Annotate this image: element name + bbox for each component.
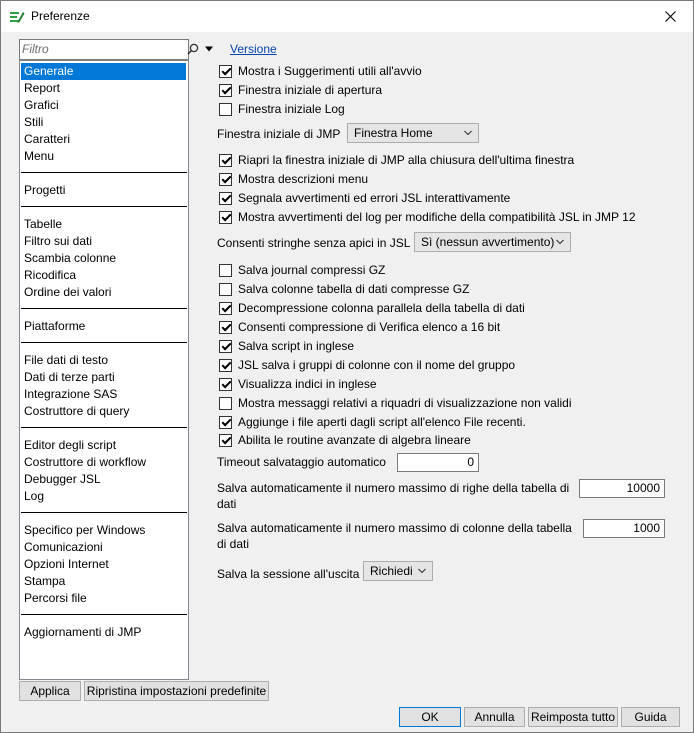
nav-item-integrazione-sas[interactable]: Integrazione SAS	[24, 387, 118, 401]
dropdown-value: Richiedi	[370, 564, 413, 578]
nav-item-stili[interactable]: Stili	[24, 115, 44, 129]
checkbox-label: Salva journal compressi GZ	[238, 263, 386, 277]
checkbox-row[interactable]	[219, 63, 422, 79]
checkbox-row[interactable]	[219, 190, 510, 206]
initial-open-window-checkbox[interactable]	[219, 84, 232, 97]
checkbox-label: Salva script in inglese	[238, 339, 355, 353]
nav-separator	[21, 427, 187, 428]
dropdown-value: Sì (nessun avvertimento)	[421, 235, 555, 249]
help-button[interactable]: Guida	[621, 707, 680, 727]
checkbox-row[interactable]	[219, 414, 526, 430]
apply-button[interactable]: Applica	[19, 681, 81, 701]
checkbox-row[interactable]	[219, 101, 345, 117]
checkbox-label: Finestra iniziale di apertura	[238, 83, 383, 97]
close-icon	[665, 11, 676, 22]
invalid-display-box-messages-checkbox[interactable]	[219, 397, 232, 410]
dropdown-value: Finestra Home	[354, 126, 433, 140]
english-index-checkbox[interactable]	[219, 378, 232, 391]
save-session-dropdown[interactable]	[363, 561, 433, 581]
checkbox-label: Mostra i Suggerimenti utili all'avvio	[238, 64, 422, 78]
nav-separator	[21, 614, 187, 615]
chevron-down-icon	[464, 130, 472, 136]
filter-box	[19, 39, 189, 60]
nav-item-tabelle[interactable]: Tabelle	[24, 217, 63, 231]
checkbox-row[interactable]	[219, 357, 515, 373]
nav-item-comunicazioni[interactable]: Comunicazioni	[24, 540, 103, 554]
nav-item-ordine-dei-valori[interactable]: Ordine dei valori	[24, 285, 112, 299]
nav-separator	[21, 342, 187, 343]
autosave-cols-label-continued: di dati	[217, 537, 250, 551]
checkbox-row[interactable]	[219, 262, 385, 278]
nav-item-percorsi-file[interactable]: Percorsi file	[24, 591, 87, 605]
nav-item-report[interactable]: Report	[24, 81, 61, 95]
checkbox-row[interactable]	[219, 319, 500, 335]
cancel-button[interactable]: Annulla	[464, 707, 525, 727]
nav-item-specifico-per-windows[interactable]: Specifico per Windows	[24, 523, 146, 537]
nav-item-ricodifica[interactable]: Ricodifica	[24, 268, 77, 282]
checkbox-row[interactable]	[219, 82, 382, 98]
checkbox-label: Salva colonne tabella di dati compresse GZ	[238, 282, 470, 296]
nav-item-log[interactable]: Log	[24, 489, 45, 503]
nav-item-debugger-jsl[interactable]: Debugger JSL	[24, 472, 101, 486]
jmp-app-icon	[9, 9, 25, 25]
nav-item-grafici[interactable]: Grafici	[24, 98, 59, 112]
checkbox-label: Consenti compressione di Verifica elenco a 16 bit	[238, 320, 501, 334]
menu-tips-checkbox[interactable]	[219, 173, 232, 186]
nav-separator	[21, 206, 187, 207]
checkbox-label: Mostra descrizioni menu	[238, 172, 369, 186]
filter-dropdown-icon[interactable]	[204, 45, 214, 53]
checkbox-label: Visualizza indici in inglese	[238, 377, 377, 391]
checkbox-label: Riapri la finestra iniziale di JMP alla chiusura dell'ultima finestra	[238, 153, 575, 167]
title-bar	[1, 1, 693, 32]
ok-button[interactable]: OK	[399, 707, 461, 727]
nav-item-menu[interactable]: Menu	[24, 149, 55, 163]
checkbox-label: Decompressione colonna parallela della tabella di dati	[238, 301, 525, 315]
restore-defaults-button[interactable]: Ripristina impostazioni predefinite	[84, 681, 269, 701]
checkbox-row[interactable]	[219, 209, 636, 225]
nav-separator	[21, 308, 187, 309]
reopen-initial-window-checkbox[interactable]	[219, 154, 232, 167]
reset-all-button[interactable]: Reimposta tutto	[528, 707, 618, 727]
list-check-compression-checkbox[interactable]	[219, 321, 232, 334]
checkbox-row[interactable]	[219, 281, 469, 297]
search-icon[interactable]	[187, 43, 199, 55]
window-title: Preferenze	[31, 9, 90, 23]
checkbox-label: Aggiunge i file aperti dagli script all'elenco File recenti.	[238, 415, 526, 429]
checkbox-label: Segnala avvertimenti ed errori JSL interattivamente	[238, 191, 511, 205]
unquoted-strings-dropdown[interactable]	[414, 232, 571, 252]
jsl-column-groups-checkbox[interactable]	[219, 359, 232, 372]
checkbox-label: Abilita le routine avanzate di algebra lineare	[238, 433, 471, 447]
nav-item-file-dati-di-testo[interactable]: File dati di testo	[24, 353, 109, 367]
preferences-category-list	[19, 60, 189, 680]
nav-separator	[21, 512, 187, 513]
initial-window-label: Finestra iniziale di JMP	[217, 127, 341, 141]
checkbox-row[interactable]	[219, 300, 525, 316]
autosave-cols-input[interactable]: 1000	[583, 519, 665, 538]
jsl-warnings-checkbox[interactable]	[219, 192, 232, 205]
tips-at-startup-checkbox[interactable]	[219, 65, 232, 78]
checkbox-row[interactable]	[219, 376, 377, 392]
autosave-timeout-input[interactable]: 0	[397, 453, 479, 472]
checkbox-row[interactable]	[219, 171, 368, 187]
advanced-linear-algebra-checkbox[interactable]	[219, 434, 232, 447]
nav-item-scambia-colonne[interactable]: Scambia colonne	[24, 251, 117, 265]
chevron-down-icon	[418, 568, 426, 574]
initial-window-dropdown[interactable]	[347, 123, 479, 143]
autosave-rows-label-continued: dati	[217, 497, 237, 511]
nav-item-costruttore-di-workflow[interactable]: Costruttore di workflow	[24, 455, 147, 469]
autosave-timeout-label: Timeout salvataggio automatico	[217, 455, 386, 469]
checkbox-row[interactable]	[219, 395, 572, 411]
checkbox-row[interactable]	[219, 432, 471, 448]
nav-item-caratteri[interactable]: Caratteri	[24, 132, 71, 146]
nav-item-stampa[interactable]: Stampa	[24, 574, 66, 588]
recent-files-checkbox[interactable]	[219, 416, 232, 429]
nav-item-dati-di-terze-parti[interactable]: Dati di terze parti	[24, 370, 115, 384]
initial-log-window-checkbox[interactable]	[219, 103, 232, 116]
version-link[interactable]: Versione	[230, 42, 277, 56]
filter-input[interactable]	[22, 41, 167, 57]
checkbox-label: Mostra messaggi relativi a riquadri di visualizzazione non validi	[238, 396, 572, 410]
nav-item-piattaforme[interactable]: Piattaforme	[24, 319, 86, 333]
jsl-compat-warnings-checkbox[interactable]	[219, 211, 232, 224]
parallel-decompression-checkbox[interactable]	[219, 302, 232, 315]
nav-item-opzioni-internet[interactable]: Opzioni Internet	[24, 557, 109, 571]
save-script-english-checkbox[interactable]	[219, 340, 232, 353]
unquoted-strings-label: Consenti stringhe senza apici in JSL	[217, 236, 411, 250]
gz-columns-checkbox[interactable]	[219, 283, 232, 296]
checkbox-row[interactable]	[219, 152, 574, 168]
checkbox-label: Finestra iniziale Log	[238, 102, 345, 116]
chevron-down-icon	[556, 239, 564, 245]
nav-item-progetti[interactable]: Progetti	[24, 183, 66, 197]
nav-item-costruttore-di-query[interactable]: Costruttore di query	[24, 404, 130, 418]
nav-item-aggiornamenti-di-jmp[interactable]: Aggiornamenti di JMP	[24, 625, 142, 639]
close-button[interactable]	[647, 1, 693, 32]
nav-item-filtro-sui-dati[interactable]: Filtro sui dati	[24, 234, 93, 248]
nav-item-generale[interactable]: Generale	[21, 63, 186, 80]
nav-item-editor-degli-script[interactable]: Editor degli script	[24, 438, 117, 452]
checkbox-label: JSL salva i gruppi di colonne con il nome del gruppo	[238, 358, 516, 372]
checkbox-label: Mostra avvertimenti del log per modifiche della compatibilità JSL in JMP 12	[238, 210, 636, 224]
save-session-label: Salva la sessione all'uscita	[217, 567, 360, 581]
checkbox-row[interactable]	[219, 338, 354, 354]
autosave-rows-label: Salva automaticamente il numero massimo di righe della tabella di	[217, 481, 570, 495]
gz-journals-checkbox[interactable]	[219, 264, 232, 277]
autosave-cols-label: Salva automaticamente il numero massimo di colonne della tabella	[217, 521, 572, 535]
nav-separator	[21, 172, 187, 173]
autosave-rows-input[interactable]: 10000	[579, 479, 665, 498]
